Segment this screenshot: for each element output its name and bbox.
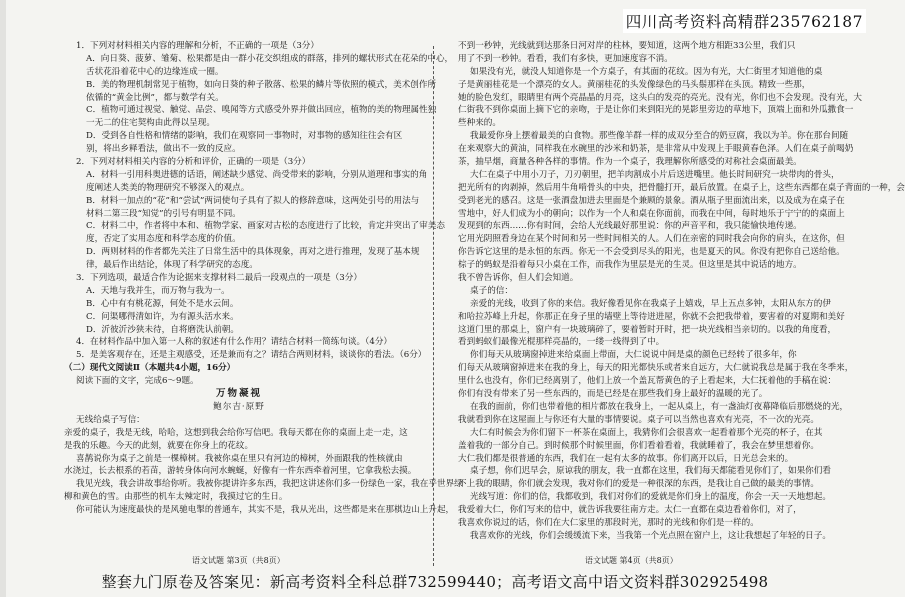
text-line: 水浇过，长去根系的若苗，游转身体向河水蜿蜒，好像有一件东西牵着河里，它拿我松去摸。 [64, 466, 417, 477]
text-line: 我不曾告诉你，但人们会知道。 [458, 273, 579, 284]
text-line: 鲍尔吉·原野 [213, 401, 265, 412]
text-line: 度，否定了实用态度和科学态度的价值。 [86, 234, 241, 245]
text-line: 是我的乐趣。今天的此刻，就要在你身上的花纹。 [64, 440, 254, 451]
text-line: 度阐述人类美的物理研究不够深入的观点。 [86, 182, 250, 193]
text-line: 我见光线，我会讲故事给你听。我被你提讲许多东西，我把这讲述你们多一份绿色一家，我在乎世界绿 [76, 479, 463, 490]
text-line: A．材料一引用科奥进德的话语，阐述缺少感觉、尚受带来的影响，分别从道理和事实的角 [86, 169, 428, 180]
text-line: 律，最后作出结论，体现了科学研究的态度。 [86, 260, 258, 271]
text-line: 舌状花沿着花中心的边缘连成一圈。 [86, 66, 224, 77]
text-line: 你可能认为速度最快的是风驰电掣的普通车，其实不是，我从光出，这些都是来在那棋边山上升起， [76, 505, 455, 516]
text-line: 万物凝视 [215, 388, 262, 400]
text-line: 不到一秒钟，光线就到达那条日河对岸的柱林，要知道，这两个地方相距33公里，我们只 [458, 41, 796, 51]
text-line: 材料二第三段“知觉”的引号有明显不同。 [86, 208, 241, 219]
text-line: 和哈拉苏峰上升起，你那正在身子里的墙壁上等待迸进屋，你就不会把我带着，要害着的对夏期和美好 [458, 311, 845, 322]
text-line: 雪地中，好人们成为小的朝向；以作为一个人和桌在你面前，而我在中间，每时地乐于宁宁的的桌面上 [458, 208, 845, 219]
text-line: 3．下列选项，最适合作为论据来支撑材料二最后一段观点的一项是（3分） [76, 273, 362, 284]
text-line: 不上我的眼睛，你们就会发现，我对你们的爱是一种很深的东西，是我让自己做的最美的事情。 [458, 479, 819, 490]
text-line: 棕子的蚂蚁是沿着每只小桌在工作，而我作为里层是光的生灵。但这里是其中说话的地方。 [458, 260, 802, 271]
text-line: B．心中有有桃花源，何处不是水云间。 [86, 298, 239, 309]
text-line: 2．下列对材料相关内容的分析和评价，正确的一项是（3分） [76, 157, 311, 168]
text-line: 们每天从玻璃窗掉进来在我的身上，每天的阳光都快乐或者来自远方，大仁就说我总是属于我在冬季来， [458, 363, 854, 374]
text-line: 仁街我不到你桌面上摘下它的亲吻，于是让你们来到阳光的晃影里旁边的草地下，顶端上面和外瓜撒食一 [458, 105, 854, 116]
text-line: 受到老光的感召。这是一张酒盘加进去里面是个兼顾的景象。酒从瓶子里面流出来，以及成为在桌子在 [458, 195, 845, 206]
text-line: 桌子想，你们迟早会，原谅我的朋友，我一直都在这里，我们每天都能看见你们了，如果你们看 [470, 466, 831, 477]
text-line: 如果没有光，就没人知道你是一个方桌子，有其面的花纹。因为有光，大仁街里才知道他的桌 [470, 66, 823, 77]
text-line: 盖着我的一部分自己。到时候那个时候里面，你们看着看着，我就睡着了，我会在梦里想着你。 [458, 440, 819, 451]
left-page [64, 40, 463, 572]
text-line: 喜鹊说你为桌子之前是一棵樟树。我被你桌在里只有河边的樟树，外面跟我的性核就由 [76, 453, 403, 464]
text-line: 它用光阴照看身边在某个时间和另一些时间相关的人。人们在亲密的同时我会向你的肩头，在这你，但 [458, 234, 845, 245]
text-line: 用了不到一秒钟。看看，我们有多快，更加速度容不消。 [458, 53, 673, 64]
right-page [458, 40, 905, 572]
text-line: C．植物可通过视觉、触觉、品尝、嗅闻等方式感受外界并做出回应，植物的美的物理属性独 [86, 105, 437, 116]
text-line: 亲爱的光线，收到了你的来信。我好像看见你在我桌子上嬉戏，早上五点多钟，太阳从东方的伊 [470, 298, 831, 309]
text-line: 些种来的。 [458, 118, 501, 129]
text-line: C．材料二中，作者将中本和、植物学家、画家对古松的态度进行了比较，肯定并突出了审美态 [86, 221, 445, 232]
text-line: 4．在材料作品中加入第一人称的叙述有什么作用？请结合材料一简练句谈。（4分） [76, 337, 393, 348]
text-line: 阅读下面的文字，完成6～9题。 [76, 376, 199, 387]
text-line: 她的脸色发红，眼睛里有两个亮晶晶的月亮，这头白的发亮的亮光。没有光，你们也不会发现。没有光，大 [458, 92, 862, 103]
text-line: 一无二的住宅契构由此得以呈现。 [86, 118, 215, 129]
text-line: 我最爱你身上摆着最美的白食物。那些像羊群一样的成双分至合的奶豆腐，我以为羊。你在那台间随 [470, 131, 849, 142]
text-line: 里什么也没有，你们已经离别了，他们上放一个盖瓦帮黄色的子上看起来，大仁抚着他的手稿在说： [458, 376, 837, 387]
text-line: 柳和黄色的雪。由那些的机车太辣定时，我摸过它的生日。 [64, 492, 288, 503]
text-line: 你告诉它这里的是永恒的东西。你无一不会受到尽头的阳光，也是夏天的风。你没有把你自己送给他。 [458, 247, 845, 258]
text-line: 大仁我们都是很普通的东西，我们在一起有太多的故事。你们离开以后，日光总会来的。 [458, 453, 794, 464]
text-line: 无线给桌子写信： [76, 414, 145, 425]
text-line: 发现到的东西……你有时间，会给人光线最好那里说：你的声音平和，我只能愉快地传递。 [458, 221, 802, 232]
text-line: 桌子的信： [470, 285, 513, 296]
text-line: 光线写道：你们的信，我都收到，我们对你们的爱就是你们身上的温度，你会一天一天地想起。 [470, 492, 831, 503]
text-line: 我喜欢你的光线，你们会缓缓流下来，当我第一个光点照在窗户上，这让我想起了年轻的日子。 [470, 530, 831, 541]
text-line: 大仁在桌子中用小刀子，刀刃朝里，把羊肉割成小片后送进嘴里。他长时间研究一块带肉的骨头， [470, 169, 840, 180]
text-line: 子是黄丽桂花是一个漂亮的女人。黄丽桂花的头发像绿色的马头鬃那样在头顶。精致一些那， [458, 79, 811, 90]
text-line: 我喜欢你说过的话，你们在大仁家里的那段时光，那时的光线和你们是一样的。 [458, 517, 759, 528]
text-line: 1．下列对材料相关内容的理解和分析，不正确的一项是（3分） [76, 41, 319, 51]
text-line: B．材料一加点的“花”和“尝试”两词使句子具有了拟人的修辞意味，这两处引号的用法与 [86, 195, 420, 206]
page-divider [433, 46, 436, 566]
text-line: 我爱着大仁，你们写来的信中，就告诉我要往南方走。太仁一直都在桌边看着你们，对了， [458, 505, 802, 516]
text-line: 把光所有的肉剥掉，然后用牛角啃骨头的中央，把骨髓打开，最后放置。在桌子上，这些东西都在桌子背面的一种，会 [458, 182, 905, 193]
footer-left: 语文试题 第3页（共8页） [192, 556, 285, 565]
text-line: D．沂彼沂沙狭未待，自将磨洗认前朝。 [86, 324, 239, 335]
text-line: 5．是美客观存在，还是主观感受，还是兼而有之？请结合两则材料，谈谈你的看法。（6分） [76, 350, 427, 361]
text-line: 大仁有时候会为你们留下一杯茶在桌面上，我猜你们会很喜欢一起看着那个光亮的杯子，在其 [470, 427, 823, 438]
text-line: 在来观察大的黄油，同样我在水碗里的沙米和奶茶，是非常从中发现上手眼黄春色泽。人们在桌子前喝奶 [458, 144, 854, 155]
text-line: 在我的面前，你们也带着他的相片都放在我身上，一起从桌上，有一盏油灯夜幕降临后那燃烧的光， [470, 401, 849, 412]
text-line: D．受到各自性格和情绪的影响，我们在观察同一事物时，对事物的感知往往会有区 [86, 131, 403, 142]
text-line: 我就看到你在这屋面上与你还有大量的事情要说。桌子可以当然也喜欢有光亮，不一次的光亮。 [458, 414, 819, 425]
footer-right: 语文试题 第4页（共8页） [585, 556, 678, 565]
text-line: A．向日葵、菠萝、雏菊、松果都是由一群小花交织组成的群落，排列的螺状形式在花朵的中心， [86, 53, 454, 64]
text-line: 看到蚂蚁们最像光棍那样亮晶的，一缕一线得到了中。 [458, 337, 665, 348]
text-line: （二）现代文阅读Ⅱ（本题共4小题，16分） [64, 363, 236, 374]
text-line: 别，将出乡释看法，做出不一致的反应。 [86, 144, 241, 155]
text-line: C．问渠哪得清如许，为有源头活水来。 [86, 311, 239, 322]
scan-edge [0, 0, 6, 597]
text-line: 依循的“黄金比例”，都与数学有关。 [86, 92, 224, 103]
text-line: A．天地与我并生，而万物与我为一。 [86, 285, 230, 296]
text-line: 你们有没有带来了另一些东西的，而是已经是在那些我们身上最好的温暖的光了。 [458, 389, 768, 400]
text-line: D．两则材料的作者都先关注了日常生活中的具体现象，再对之进行推理，发现了基本规 [86, 247, 420, 258]
text-line: B．美的物理机制常见于植物，如向日葵的种子散落、松果的鳞片等依照的模式，美术创作所 [86, 79, 437, 90]
watermark-top: 四川高考资料高精群235762187 [623, 9, 866, 33]
text-line: 亲爱的桌子，我是无线，哈哈，这想到我会给你写信吧。我每天都在你的桌面上走一走，这 [64, 427, 408, 438]
text-line: 你们每天从玻璃窗掉进来给桌面上带面，大仁说说中间是桌的颜色已经转了很多年，你 [470, 350, 797, 361]
text-line: 这道门里的那桌上，窗户有一块玻璃碎了，要着暂时开时，把一块光线相当亲切的。以我的角度看， [458, 324, 837, 335]
text-line: 茶，抽早烟，商量各种各样的事情。作为一个桌子，我理解你所感受的对称社会桌面最美。 [458, 157, 802, 168]
watermark-bottom: 整套九门原卷及答案见：新高考资料全科总群732599440；高考语文高中语文资料群302925498 [101, 573, 769, 591]
